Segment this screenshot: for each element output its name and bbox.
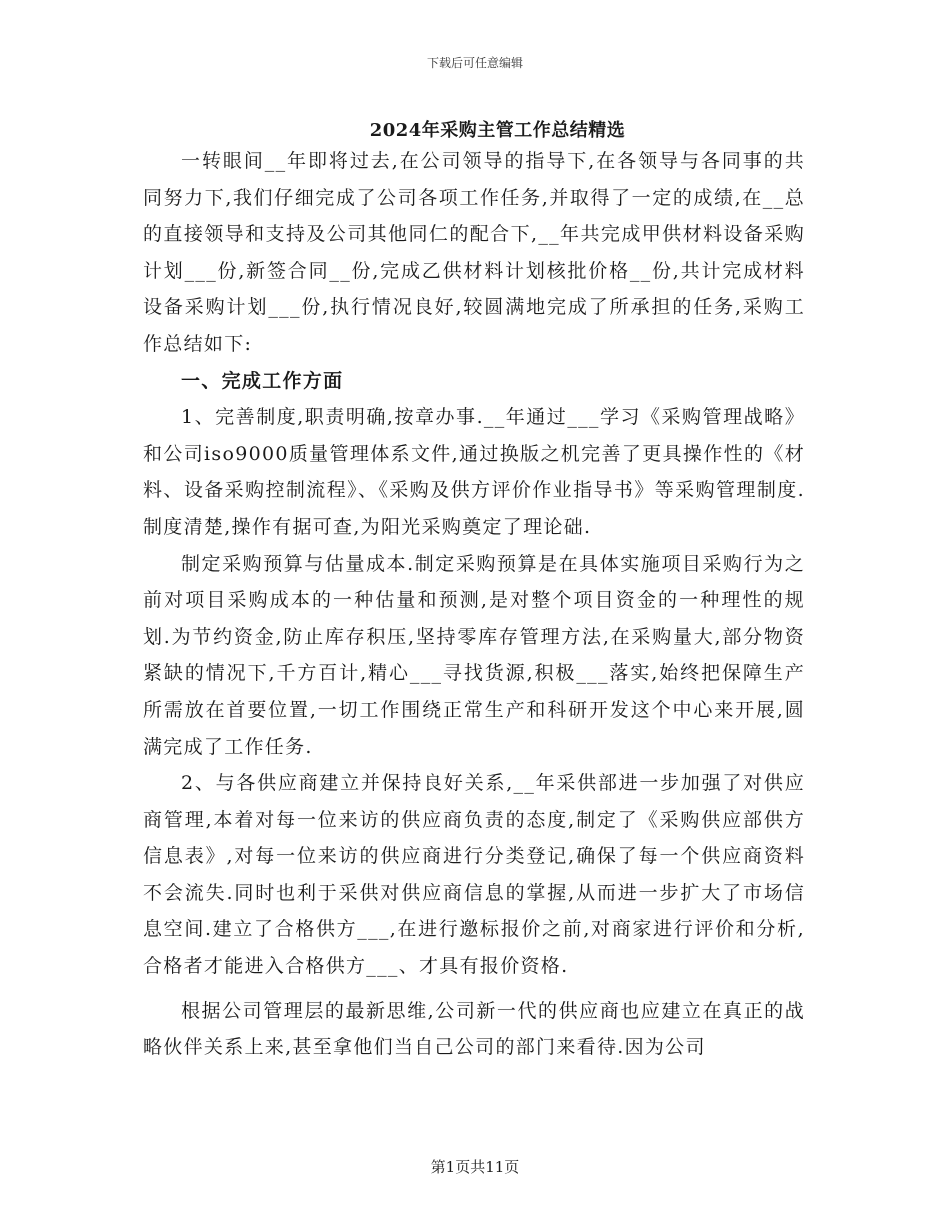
section-heading: 一、完成工作方面 xyxy=(181,369,344,392)
paragraph-strategy: 根据公司管理层的最新思维,公司新一代的供应商也应建立在真正的战略伙伴关系上来,甚至拿他们当自己公司的部门来看待.因为公司 xyxy=(143,999,805,1059)
paragraph-budget: 制定采购预算与估量成本.制定采购预算是在具体实施项目采购行为之前对项目采购成本的一种估量和预测,是对整个项目资金的一种理性的规划.为节约资金,防止库存积压,坚持零库存管理方法,在采购量大,部分物资紧缺的情况下,千方百计,精心___寻找货源,积极___落实,始终把保障生产所需放在首要位置,一切工作围绕正常生产和科研开发这个中心来开展,圆满完成了工作任务. xyxy=(143,552,805,758)
document-body xyxy=(143,143,805,1066)
paragraph-intro: 一转眼间__年即将过去,在公司领导的指导下,在各领导与各同事的共同努力下,我们仔细完成了公司各项工作任务,并取得了一定的成绩,在__总的直接领导和支持及公司其他同仁的配合下,__年共完成甲供材料设备采购计划___份,新签合同__份,完成乙供材料计划核批价格__份,共计完成材料设备采购计划___份,执行情况良好,较圆满地完成了所承担的任务,采购工作总结如下: xyxy=(143,150,805,355)
paragraph-item-1: 1、完善制度,职责明确,按章办事.__年通过___学习《采购管理战略》和公司iso9000质量管理体系文件,通过换版之机完善了更具操作性的《材料、设备采购控制流程》、《采购及供方评价作业指导书》等采购管理制度.制度清楚,操作有据可查,为阳光采购奠定了理论础. xyxy=(143,406,805,538)
page-header-note: 下载后可任意编辑 xyxy=(426,56,523,70)
page-footer-pagination: 第1页共11页 xyxy=(430,1158,520,1176)
paragraph-item-2: 2、与各供应商建立并保持良好关系,__年采供部进一步加强了对供应商管理,本着对每一位来访的供应商负责的态度,制定了《采购供应部供方信息表》,对每一位来访的供应商进行分类登记,确保了每一个供应商资料不会流失.同时也利于采供对供应商信息的掌握,从而进一步扩大了市场信息空间.建立了合格供方___,在进行邀标报价之前,对商家进行评价和分析,合格者才能进入合格供方___、才具有报价资格. xyxy=(143,772,805,978)
document-title: 2024年采购主管工作总结精选 xyxy=(369,120,626,141)
